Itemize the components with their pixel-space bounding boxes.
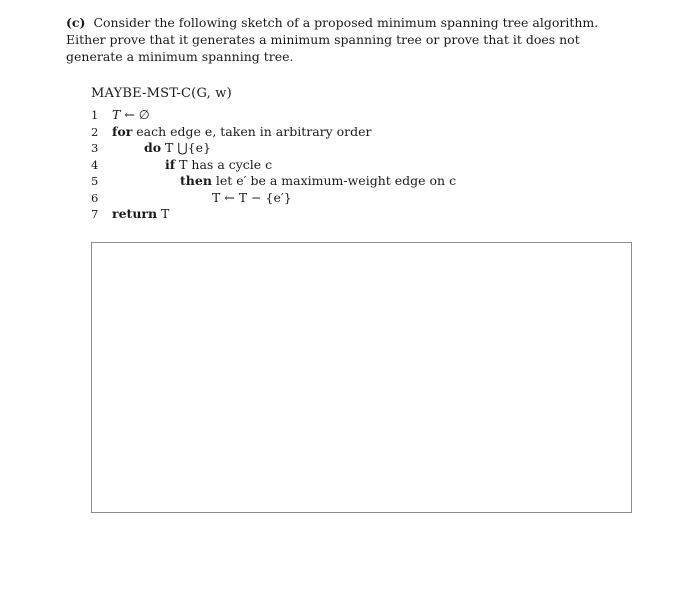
keyword: if	[165, 156, 176, 172]
pseudocode-line	[91, 173, 457, 190]
line-number: 1	[91, 108, 99, 122]
line-code	[144, 140, 211, 157]
pseudocode-line	[91, 156, 273, 174]
line-rest: T	[157, 206, 170, 221]
keyword: for	[112, 123, 133, 139]
pseudocode-line	[91, 206, 232, 223]
line-number: 3	[91, 141, 99, 155]
answer-box[interactable]	[91, 242, 632, 513]
line-rest: T ← T − {e′}	[212, 189, 292, 205]
keyword: return	[112, 206, 158, 221]
pseudocode-line	[91, 140, 232, 157]
pseudocode-line	[91, 107, 232, 124]
line-number: 5	[91, 174, 99, 188]
line-rest: T has a cycle c	[175, 156, 273, 172]
line-code	[112, 206, 169, 223]
algorithm-title: MAYBE-MST-C(G, w)	[91, 86, 232, 101]
question-label: (c)	[66, 15, 86, 30]
line-code	[112, 107, 150, 124]
pseudocode-line	[91, 189, 292, 207]
pseudocode-line	[91, 123, 372, 141]
line-number: 4	[91, 157, 99, 172]
line-op: ← ∅	[120, 107, 150, 122]
question-text: Consider the following sketch of a proposed minimum spanning tree algorithm. Either prove that it generates a minimum spanning tree or prove that it does not generate a minimum spanning tree.	[66, 15, 599, 64]
question-prompt	[66, 14, 636, 65]
line-number: 6	[91, 190, 99, 205]
line-code	[112, 124, 372, 141]
pseudocode-block	[91, 86, 457, 223]
line-rest: let e′ be a maximum-weight edge on c	[211, 173, 457, 188]
keyword: do	[144, 140, 162, 155]
line-code	[180, 173, 456, 190]
line-rest: each edge e, taken in arbitrary order	[132, 123, 372, 139]
line-number: 7	[91, 207, 99, 221]
line-code	[212, 190, 292, 207]
line-code	[165, 157, 272, 174]
line-var: T	[112, 107, 121, 122]
line-rest: T ⋃{e}	[161, 140, 211, 155]
line-number: 2	[91, 124, 99, 139]
keyword: then	[180, 173, 212, 188]
